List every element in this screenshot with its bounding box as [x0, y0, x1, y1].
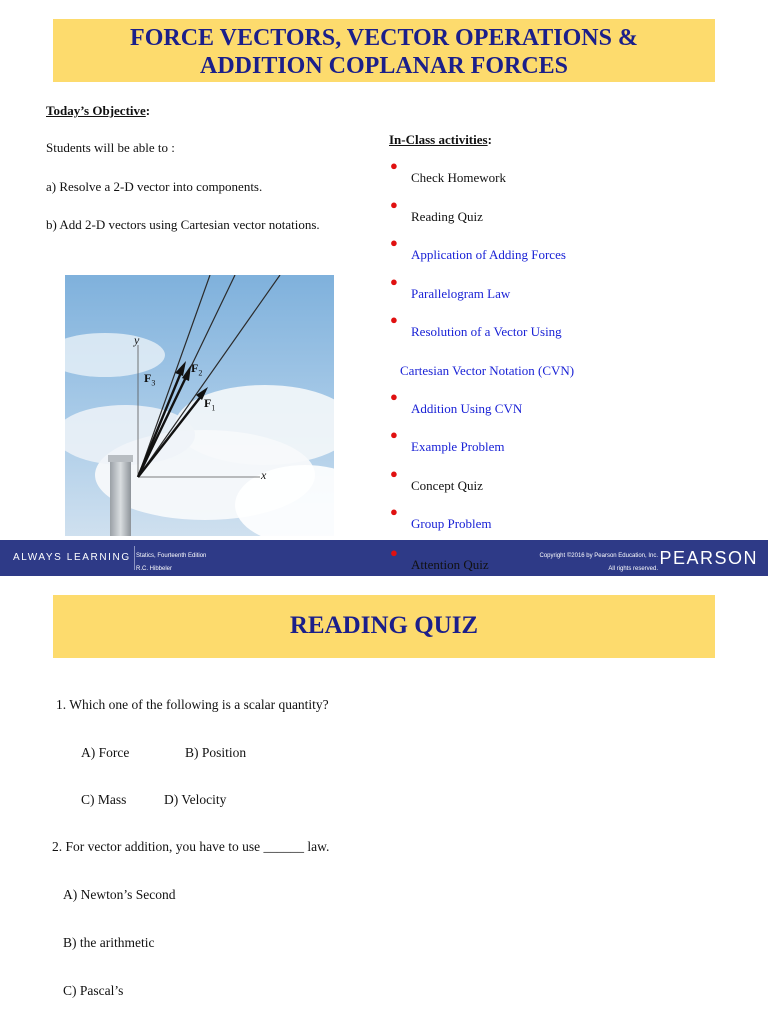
reading-quiz-title: READING QUIZ: [289, 612, 479, 639]
attention-quiz-bullet: ●: [390, 545, 398, 560]
q1-option-a: A) Force: [81, 745, 130, 760]
activity-bullet: ●: [390, 466, 398, 481]
activity-bullet: ●: [390, 274, 398, 289]
activity-item: Example Problem: [411, 439, 505, 454]
objective-b: b) Add 2-D vectors using Cartesian vector notations.: [46, 217, 320, 232]
q2-option-a: A) Newton’s Second: [63, 887, 176, 902]
q1-option-b: B) Position: [185, 745, 247, 760]
objective-heading-colon: :: [145, 103, 151, 118]
f1-letter: F: [204, 396, 212, 410]
activity-bullet: ●: [390, 312, 398, 327]
q1-option-c: C) Mass: [81, 792, 127, 807]
activity-bullet: ●: [390, 427, 398, 442]
q1-option-d: D) Velocity: [164, 792, 227, 807]
f3-subscript: 3: [151, 378, 156, 388]
pearson-footer: [0, 540, 768, 576]
objective-a: a) Resolve a 2-D vector into components.: [46, 179, 263, 194]
activity-item: Reading Quiz: [411, 209, 483, 224]
activity-attention-quiz: Attention Quiz: [411, 557, 489, 572]
force-vectors-figure: [65, 275, 334, 536]
activity-bullet: ●: [390, 197, 398, 212]
f2-label: [191, 361, 202, 377]
slide1-title-line1: FORCE VECTORS, VECTOR OPERATIONS &: [130, 25, 638, 51]
objective-heading-wrap: [46, 102, 150, 120]
footer-book-title: Statics, Fourteenth Edition: [136, 553, 207, 559]
always-learning-text: ALWAYS LEARNING: [13, 552, 131, 563]
question-2: 2. For vector addition, you have to use ______ law.: [52, 839, 330, 854]
activity-item: Concept Quiz: [411, 478, 483, 493]
activity-bullet: ●: [390, 389, 398, 404]
activity-bullet: ●: [390, 235, 398, 250]
slide1-title-line2: ADDITION COPLANAR FORCES: [199, 53, 569, 79]
activity-bullet: ●: [390, 158, 398, 173]
students-line: Students will be able to :: [46, 140, 175, 155]
activity-item: Addition Using CVN: [411, 401, 523, 416]
activity-item: Resolution of a Vector Using: [411, 324, 562, 339]
x-axis-label: x: [261, 468, 267, 482]
footer-author: R.C. Hibbeler: [136, 566, 173, 572]
activities-heading: In-Class activities: [389, 132, 488, 147]
activities-heading-wrap: [389, 131, 492, 149]
activity-item: Check Homework: [411, 170, 506, 185]
f2-letter: F: [191, 361, 199, 375]
f1-label: [204, 396, 215, 412]
f1-subscript: 1: [211, 403, 216, 413]
activity-item: Cartesian Vector Notation (CVN): [400, 363, 575, 378]
activity-bullet: ●: [390, 504, 398, 519]
objective-heading: Today’s Objective: [46, 103, 146, 118]
q2-option-c: C) Pascal’s: [63, 983, 124, 998]
reading-quiz-banner: [53, 595, 715, 658]
f3-letter: F: [144, 371, 152, 385]
f3-label: [144, 371, 155, 387]
activities-heading-colon: :: [487, 132, 492, 147]
footer-copyright: Copyright ©2016 by Pearson Education, Inc.: [539, 553, 658, 559]
activity-item: Group Problem: [411, 516, 492, 531]
activity-item: Parallelogram Law: [411, 286, 511, 301]
slide1-title-banner: [53, 19, 715, 82]
sky-pole-illustration: [65, 275, 334, 536]
footer-divider: [134, 546, 135, 570]
y-axis-label: y: [134, 333, 140, 347]
q2-option-b: B) the arithmetic: [63, 935, 155, 950]
pearson-logo: PEARSON: [659, 548, 758, 568]
activity-item: Application of Adding Forces: [411, 247, 566, 262]
question-1: 1. Which one of the following is a scalar quantity?: [56, 697, 329, 712]
f2-subscript: 2: [198, 368, 203, 378]
footer-rights: All rights reserved.: [608, 566, 658, 572]
